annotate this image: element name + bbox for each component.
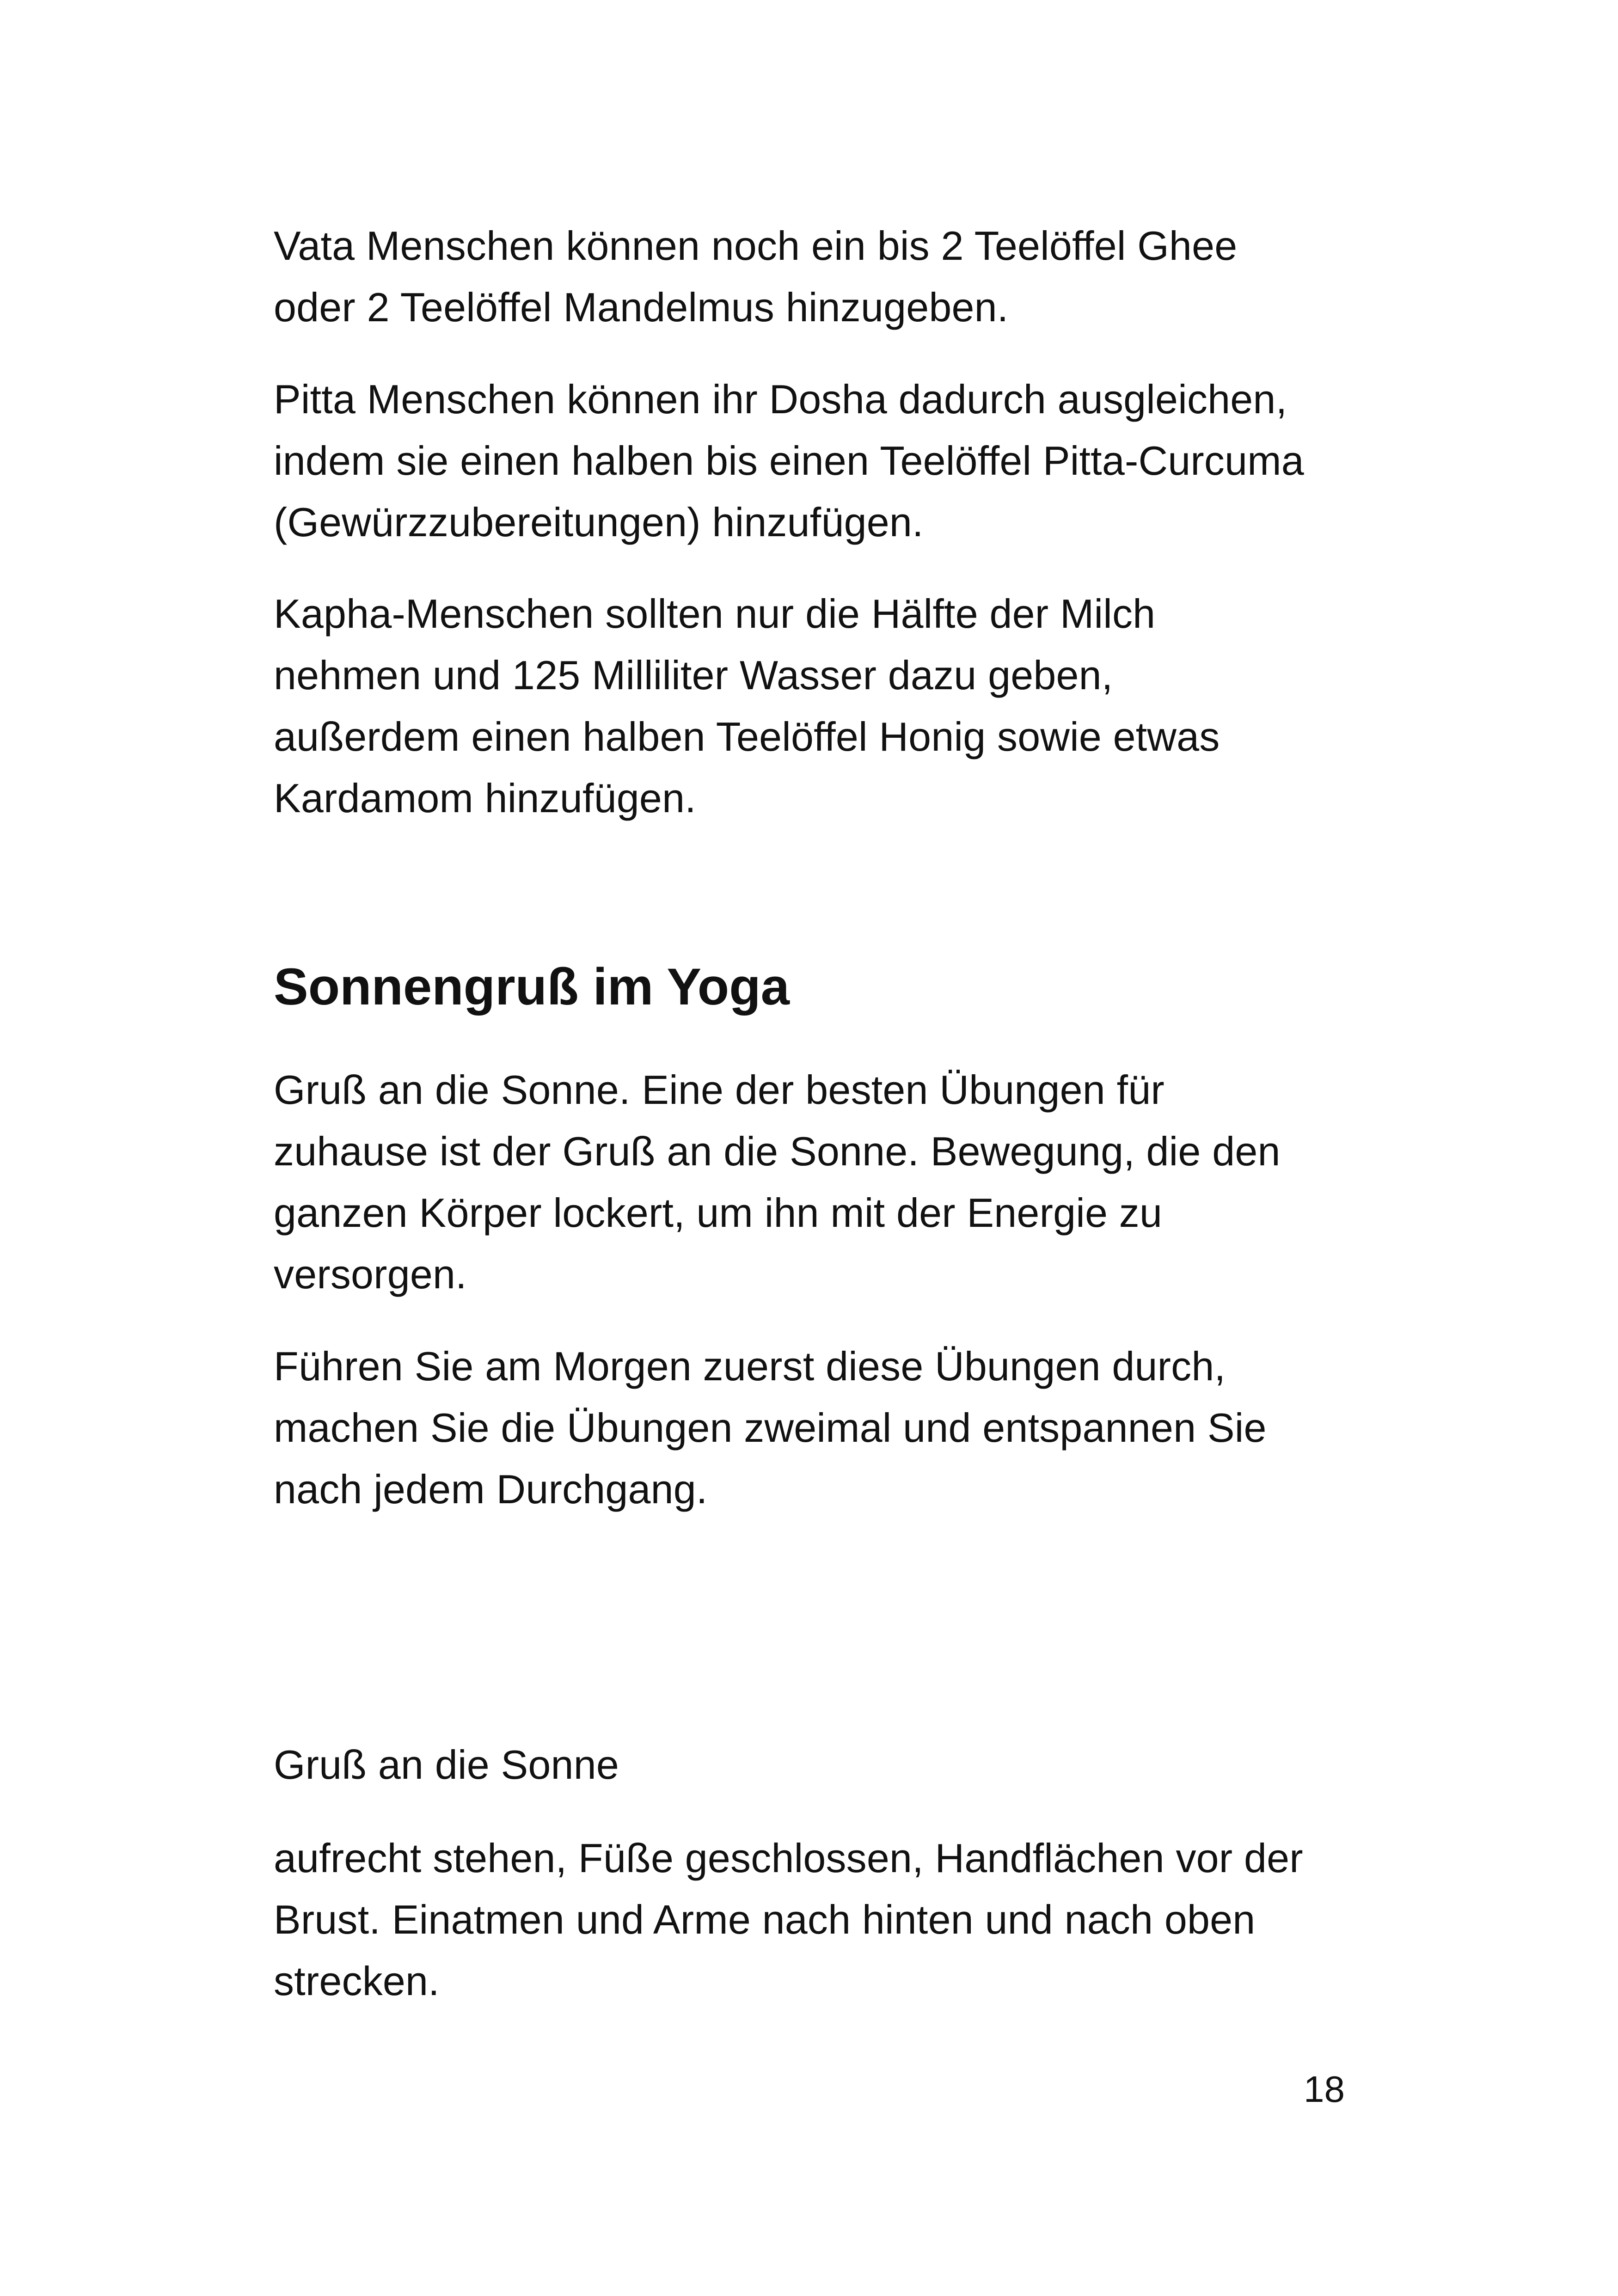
text-line: Vata Menschen können noch ein bis 2 Teelöffel Ghee [274,223,1238,269]
page-number: 18 [1304,2069,1345,2110]
text-line: nach jedem Durchgang. [274,1466,708,1512]
paragraph-kapha [274,583,1392,829]
text-line: ganzen Körper lockert, um ihn mit der Energie zu [274,1190,1163,1236]
paragraph-intro [274,1059,1392,1305]
text-line: Gruß an die Sonne. Eine der besten Übungen für [274,1067,1164,1113]
text-line: Kardamom hinzufügen. [274,775,696,821]
paragraph-vata [274,215,1392,338]
paragraph-pitta [274,368,1392,553]
text-line: oder 2 Teelöffel Mandelmus hinzugeben. [274,284,1009,330]
text-line: nehmen und 125 Milliliter Wasser dazu geben, [274,652,1113,698]
section-heading: Sonnengruß im Yoga [274,958,790,1016]
text-line: Pitta Menschen können ihr Dosha dadurch ausgleichen, [274,376,1287,422]
text-line: strecken. [274,1958,440,2004]
text-line: außerdem einen halben Teelöffel Honig sowie etwas [274,714,1220,759]
paragraph-step [274,1827,1392,2012]
text-line: zuhause ist der Gruß an die Sonne. Bewegung, die den [274,1128,1281,1174]
text-line: Führen Sie am Morgen zuerst diese Übungen durch, [274,1343,1226,1389]
text-line: Brust. Einatmen und Arme nach hinten und nach oben [274,1897,1256,1942]
text-line: Kapha-Menschen sollten nur die Hälfte der Milch [274,591,1156,637]
text-line: machen Sie die Übungen zweimal und entspannen Sie [274,1405,1267,1451]
text-line: versorgen. [274,1251,467,1297]
text-line: (Gewürzzubereitungen) hinzufügen. [274,499,924,545]
text-line: Gruß an die Sonne [274,1742,619,1788]
text-line: indem sie einen halben bis einen Teelöffel Pitta-Curcuma [274,438,1304,484]
text-line: aufrecht stehen, Füße geschlossen, Handflächen vor der [274,1835,1303,1881]
caption-sun-salutation [274,1734,1392,1795]
paragraph-morning [274,1335,1392,1520]
